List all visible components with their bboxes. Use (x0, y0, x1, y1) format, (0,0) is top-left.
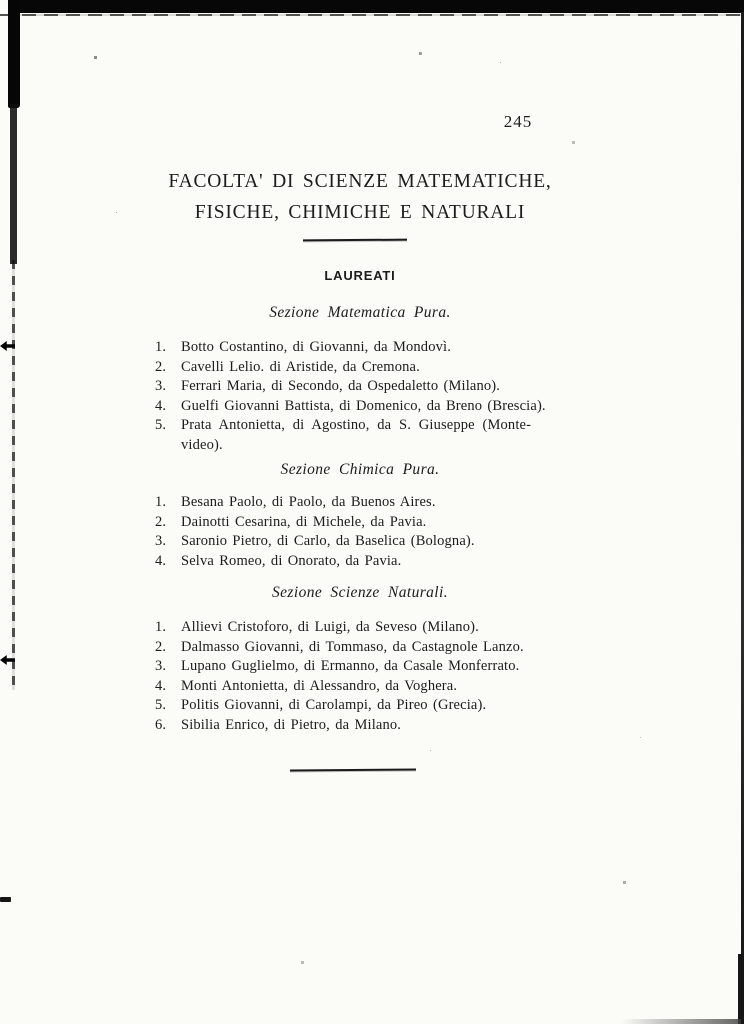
section-title-scienze-naturali: Sezione Scienze Naturali. (272, 584, 448, 601)
section-title-chimica-pura: Sezione Chimica Pura. (280, 461, 440, 478)
title-divider-rule (303, 239, 407, 242)
laureati-heading: LAUREATI (324, 268, 396, 283)
list-item (155, 513, 571, 533)
list-item (155, 657, 571, 677)
list-item (155, 716, 571, 736)
item-text: Cavelli Lelio. di Aristide, da Cremona. (181, 358, 420, 375)
scan-binding-band-thin (12, 260, 15, 690)
scan-binding-band-top (8, 0, 20, 108)
item-text-line-2: video). (181, 436, 223, 453)
item-text: Ferrari Maria, di Secondo, da Ospedaletto (Milano). (181, 378, 501, 395)
end-of-section-rule (290, 768, 416, 771)
item-text: Politis Giovanni, di Carolampi, da Pireo (Grecia). (181, 697, 487, 714)
item-text: Allievi Cristoforo, di Luigi, da Seveso (Milano). (181, 619, 479, 635)
faculty-title-line-1: FACOLTA' DI SCIENZE MATEMATICHE, (168, 171, 552, 192)
faculty-title (150, 166, 570, 228)
item-text-line-1: Prata Antonietta, di Agostino, da S. Giuseppe (Monte- (181, 417, 532, 434)
section-title-matematica-pura: Sezione Matematica Pura. (269, 304, 451, 321)
item-text: Sibilia Enrico, di Pietro, da Milano. (181, 716, 402, 733)
scan-top-edge-shadow (0, 14, 744, 16)
list-item (155, 552, 571, 572)
page-number: 245 (503, 112, 533, 131)
list-item (155, 532, 571, 552)
item-number: 1. (155, 494, 167, 510)
list-item (155, 493, 571, 513)
list-item (155, 677, 571, 697)
item-text: Guelfi Giovanni Battista, di Domenico, da Breno (Brescia). (181, 397, 546, 414)
graduate-list-matematica-pura (155, 338, 571, 456)
list-item (155, 397, 571, 417)
item-text: Besana Paolo, di Paolo, da Buenos Aires. (181, 494, 436, 510)
item-number: 4. (155, 397, 167, 414)
item-number: 4. (155, 552, 167, 569)
list-item (155, 416, 571, 455)
list-item (155, 618, 571, 638)
item-text: Botto Costantino, di Giovanni, da Mondovì. (181, 339, 451, 355)
scan-bottom-smudge (621, 1019, 741, 1024)
item-number: 1. (155, 619, 167, 635)
list-item (155, 377, 571, 397)
graduate-list-chimica-pura (155, 493, 571, 571)
item-number: 4. (155, 677, 167, 694)
scan-top-edge-strip (12, 0, 744, 13)
item-text: Selva Romeo, di Onorato, da Pavia. (181, 552, 402, 569)
item-number: 2. (155, 638, 167, 655)
scan-speckles (0, 0, 1, 1)
item-number: 3. (155, 378, 167, 395)
item-text: Saronio Pietro, di Carlo, da Baselica (Bologna). (181, 533, 475, 550)
list-item (155, 358, 571, 378)
item-number: 1. (155, 339, 167, 355)
item-number: 3. (155, 533, 167, 550)
scan-right-edge-foot (738, 954, 744, 1024)
item-number: 5. (155, 697, 167, 714)
list-item (155, 638, 571, 658)
item-number: 2. (155, 513, 167, 530)
item-number: 2. (155, 358, 167, 375)
list-item (155, 696, 571, 716)
item-text: Monti Antonietta, di Alessandro, da Voghera. (181, 677, 458, 694)
item-text: Dainotti Cesarina, di Michele, da Pavia. (181, 513, 427, 530)
graduate-list-scienze-naturali (155, 618, 571, 736)
list-item (155, 338, 571, 358)
item-text: Lupano Guglielmo, di Ermanno, da Casale Monferrato. (181, 658, 520, 675)
item-text (181, 416, 571, 455)
scan-margin-dash (0, 897, 11, 902)
item-text: Dalmasso Giovanni, di Tommaso, da Castagnole Lanzo. (181, 638, 524, 655)
item-number: 5. (155, 417, 167, 434)
faculty-title-line-2: FISICHE, CHIMICHE E NATURALI (194, 202, 526, 223)
scan-binding-band-mid (10, 104, 17, 264)
item-number: 6. (155, 716, 167, 733)
item-number: 3. (155, 658, 167, 675)
